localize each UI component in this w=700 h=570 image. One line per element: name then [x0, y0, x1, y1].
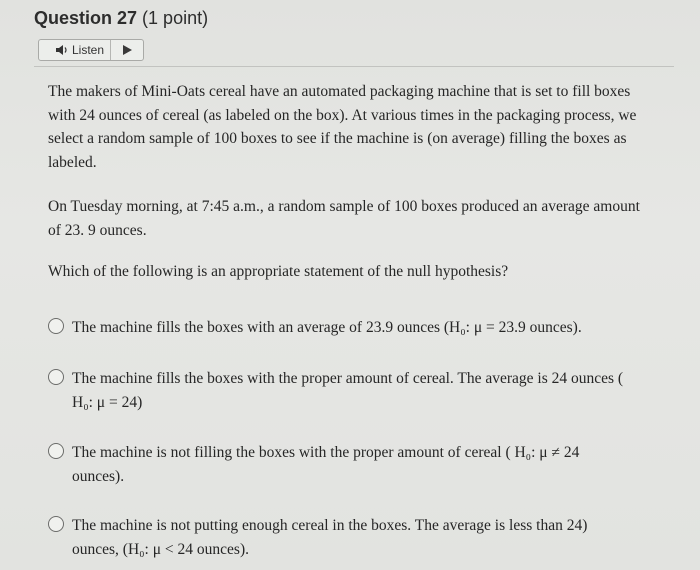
question-paragraph-1: The makers of Mini-Oats cereal have an automated packaging machine that is set to fill boxes with 24 ounces of cereal (as labeled on the box). At various times in the packaging process, we select a random sample of 100 boxes to see if the machine is (on average) filling the boxes as labeled.	[48, 83, 637, 171]
question-points: (1 point)	[142, 8, 209, 28]
listen-widget	[38, 39, 144, 61]
answer-option-1-label: The machine fills the boxes with an average of 23.9 ounces (H₀: μ = 23.9 ounces).	[72, 319, 582, 336]
question-title: Question 27	[34, 8, 138, 28]
question-header	[34, 8, 208, 29]
radio-button-4[interactable]	[48, 516, 64, 532]
radio-button-1[interactable]	[48, 318, 64, 334]
radio-button-3[interactable]	[48, 443, 64, 459]
answer-option-4-label: The machine is not putting enough cereal in the boxes. The average is less than 24) ounces, (H₀: μ < 24 ounces).	[72, 517, 588, 558]
play-icon	[122, 45, 132, 55]
question-paragraph-2: On Tuesday morning, at 7:45 a.m., a random sample of 100 boxes produced an average amount of 23. 9 ounces.	[48, 198, 640, 239]
play-button[interactable]	[111, 40, 143, 60]
listen-button[interactable]	[39, 40, 111, 60]
answer-option-2-label: The machine fills the boxes with the proper amount of cereal. The average is 24 ounces ( H₀: μ = 24)	[72, 370, 624, 411]
question-prompt: Which of the following is an appropriate statement of the null hypothesis?	[48, 263, 509, 280]
listen-label: Listen	[72, 43, 105, 57]
speaker-icon	[55, 44, 69, 56]
header-divider	[34, 66, 674, 67]
answer-option-3-label: The machine is not filling the boxes with the proper amount of cereal ( H₀: μ ≠ 24 ounces).	[72, 444, 580, 485]
radio-button-2[interactable]	[48, 369, 64, 385]
